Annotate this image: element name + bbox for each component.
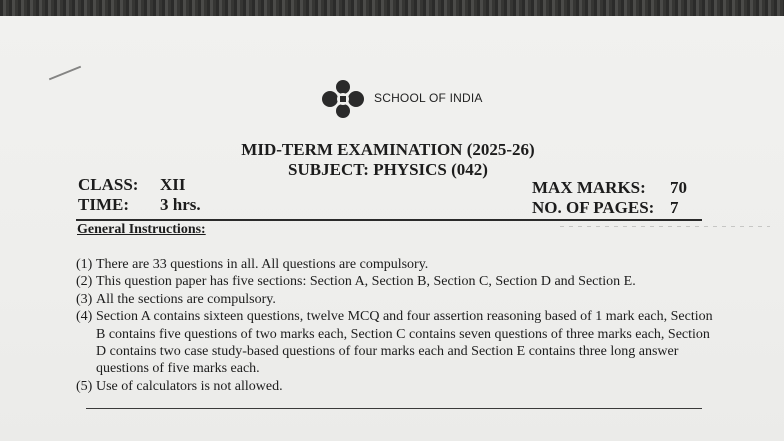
item-text: This question paper has five sections: Section A, Section B, Section C, Section D and Section E. [96, 274, 636, 290]
time-value: 3 hrs. [160, 195, 201, 214]
item-number: (1) [76, 257, 93, 272]
pages-value: 7 [670, 198, 679, 217]
list-item [76, 291, 716, 308]
exam-heading [0, 140, 784, 180]
item-text: There are 33 questions in all. All questions are compulsory. [96, 257, 429, 272]
faint-divider [560, 226, 770, 227]
max-marks-value: 70 [670, 178, 687, 197]
time-row [78, 195, 201, 215]
item-number: (4) [76, 309, 93, 325]
header-divider [76, 219, 702, 221]
pages-row [532, 198, 687, 218]
item-number: (2) [76, 274, 93, 290]
max-marks-label: MAX MARKS: [532, 178, 646, 197]
subject-title: SUBJECT: PHYSICS (042) [288, 160, 488, 179]
instructions-heading: General Instructions: [77, 222, 206, 237]
time-label: TIME: [78, 195, 129, 214]
meta-left [78, 175, 201, 215]
max-marks-row [532, 178, 687, 198]
school-name: SCHOOL OF INDIA [374, 91, 483, 105]
class-row [78, 175, 201, 195]
footer-divider [86, 408, 702, 409]
list-item [76, 256, 716, 273]
class-label: CLASS: [78, 175, 139, 194]
meta-right [532, 178, 687, 218]
item-number: (3) [76, 291, 93, 307]
instructions-list [76, 256, 716, 395]
school-logo-icon [318, 79, 368, 119]
list-item [76, 378, 716, 395]
item-text: All the sections are compulsory. [96, 291, 276, 307]
item-number: (5) [76, 378, 93, 394]
item-text: Use of calculators is not allowed. [96, 378, 283, 394]
pages-label: NO. OF PAGES: [532, 198, 655, 217]
exam-title: MID-TERM EXAMINATION (2025-26) [241, 140, 535, 159]
item-text: Section A contains sixteen questions, twelve MCQ and four assertion reasoning based of 1 mark each, Section B contains five questions of two marks each, Section C contains seven questions of three marks each, Section D contains two case study-based questions of four marks each and Section E contains three long answer questions of five marks each. [96, 309, 713, 377]
list-item [76, 273, 716, 290]
list-item [76, 308, 716, 378]
class-value: XII [160, 175, 186, 194]
